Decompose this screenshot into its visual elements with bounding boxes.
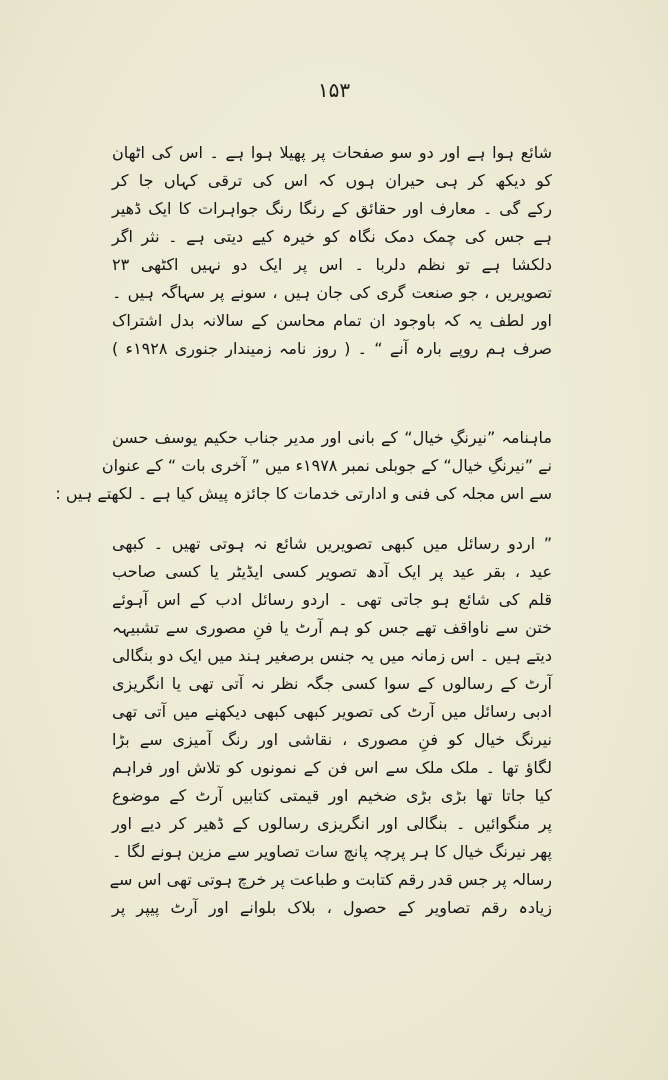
text-line: ادبی رسائل میں آرٹ کی تصویر کبھی کبھی دیکھنے میں آتی تھی: [112, 702, 552, 721]
text-line: کو دیکھ کر ہی حیران ہوں کہ اس کی ترقی کہاں جا کر: [112, 171, 552, 190]
text-block-1: [112, 139, 552, 363]
text-line: شائع ہوا ہے اور دو سو صفحات پر پھیلا ہوا ہے ۔ اس کی اٹھان: [112, 143, 552, 162]
text-line: دلکشا ہے تو نظم دلربا ۔ اس پر ایک دو نہیں اکٹھی ۲۳: [112, 255, 552, 274]
text-line: ماہنامہ ”نیرنگِ خیال“ کے بانی اور مدیر جناب حکیم یوسف حسن: [112, 428, 552, 447]
text-line: تصویریں ، جو صنعت گری کی جان ہیں ، سونے پر سہاگہ ہیں ۔: [112, 283, 552, 302]
text-line: عید ، بقر عید پر ایک آدھ تصویر کسی ایڈیٹر یا کسی صاحب: [112, 562, 552, 581]
page-number: ۱۵۳: [317, 78, 351, 102]
text-line: نے ”نیرنگِ خیال“ کے جوبلی نمبر ۱۹۷۸ء میں ” آخری بات “ کے عنوان: [101, 456, 552, 475]
text-line: رکے گی ۔ معارف اور حقائق کے رنگا رنگ جواہرات کا ایک ڈھیر: [112, 199, 552, 218]
text-line: سے اس مجلہ کی فنی و ادارتی خدمات کا جائزہ پیش کیا ہے ۔ لکھتے ہیں :: [55, 484, 552, 503]
text-line: ختن سے ناواقف تھے جس کو ہم آرٹ یا فنِ مصوری سے تشبیہہ: [112, 618, 552, 637]
text-line: رسالہ پر جس قدر رقم کتابت و طباعت پر خرچ ہوتی تھی اس سے: [109, 870, 552, 889]
text-block-2: [55, 424, 552, 508]
text-line: پر منگوائیں ۔ بنگالی اور انگریزی رسالوں کے ڈھیر کر دیے اور: [112, 814, 552, 833]
text-line: ہے جس کی چمک دمک نگاہ کو خیرہ کیے دیتی ہے ۔ نثر اگر: [112, 227, 552, 246]
text-block-3: [109, 530, 552, 922]
text-line: ” اردو رسائل میں کبھی تصویریں شائع نہ ہوتی تھیں ۔ کبھی: [112, 534, 552, 553]
text-line: پھر نیرنگ خیال کا ہر پرچہ پانچ سات تصاویر سے مزین ہونے لگا ۔: [112, 842, 552, 861]
text-line: اور لطف یہ کہ باوجود ان تمام محاسن کے سالانہ بدل اشتراک: [112, 311, 552, 330]
text-line: زیادہ رقم تصاویر کے حصول ، بلاک بلوانے اور آرٹ پیپر پر: [112, 898, 552, 917]
text-line: آرٹ کے رسالوں کے سوا کسی جگہ نظر نہ آتی تھی یا انگریزی: [112, 674, 552, 693]
text-line: دیتے ہیں ۔ اس زمانہ میں یہ جنس برصغیر ہند میں ایک دو بنگالی: [112, 646, 552, 665]
text-line: کیا جاتا تھا بڑی بڑی ضخیم اور قیمتی کتابیں آرٹ کے موضوع: [112, 786, 552, 805]
text-line: نیرنگ خیال کو فنِ مصوری ، نقاشی اور رنگ آمیزی سے بڑا: [112, 730, 552, 749]
text-line: صرف ہم روپے بارہ آنے “ ۔ ( روز نامہ زمیندار جنوری ۱۹۲۸ء ): [112, 339, 553, 358]
text-line: لگاؤ تھا ۔ ملک ملک سے اس فن کے نمونوں کو تلاش اور فراہم: [112, 758, 552, 777]
text-line: قلم کی شائع ہو جاتی تھی ۔ اردو رسائل ادب کے اس آہوئے: [112, 590, 552, 609]
